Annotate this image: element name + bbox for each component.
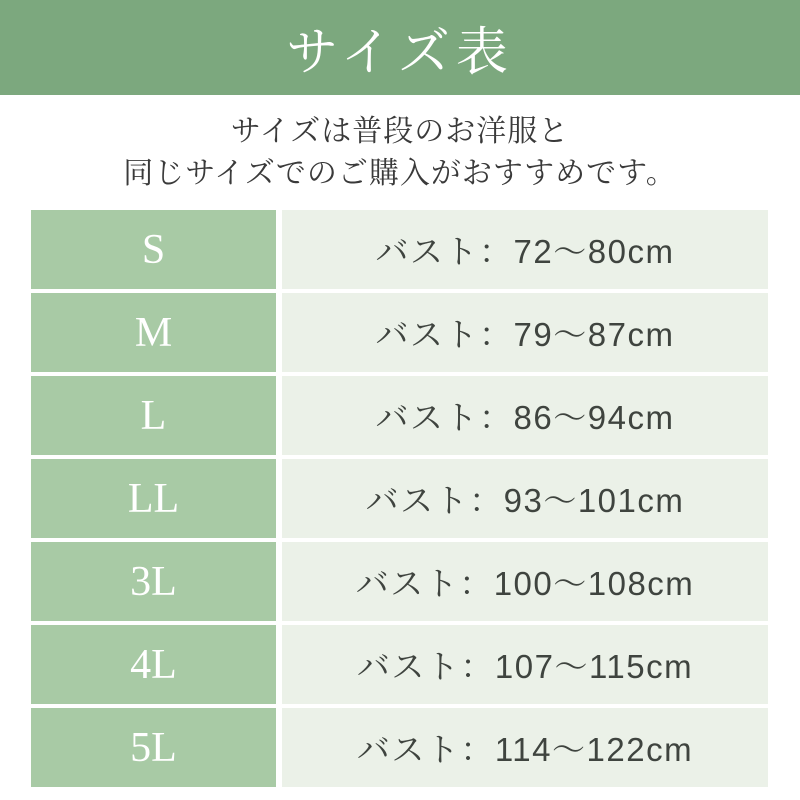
size-label-cell: L bbox=[31, 376, 276, 455]
size-label-cell: S bbox=[31, 210, 276, 289]
table-row-m bbox=[31, 293, 768, 372]
size-note-line2: 同じサイズでのご購入がおすすめです。 bbox=[123, 157, 677, 190]
table-row-5l bbox=[31, 708, 768, 787]
size-label-cell: 5L bbox=[31, 708, 276, 787]
bust-value-cell: バスト：107〜115cm bbox=[282, 625, 768, 704]
bust-value-cell: バスト：100〜108cm bbox=[282, 542, 768, 621]
bust-value-cell: バスト：86〜94cm bbox=[282, 376, 768, 455]
size-label-cell: LL bbox=[31, 459, 276, 538]
table-row-4l bbox=[31, 625, 768, 704]
table-row-l bbox=[31, 376, 768, 455]
size-note bbox=[0, 111, 800, 195]
bust-value-cell: バスト：72〜80cm bbox=[282, 210, 768, 289]
title-banner bbox=[0, 0, 800, 95]
table-row-s bbox=[31, 210, 768, 289]
bust-value-cell: バスト：114〜122cm bbox=[282, 708, 768, 787]
size-table bbox=[31, 210, 768, 787]
size-label-cell: M bbox=[31, 293, 276, 372]
bust-value-cell: バスト：93〜101cm bbox=[282, 459, 768, 538]
size-label-cell: 3L bbox=[31, 542, 276, 621]
table-row-ll bbox=[31, 459, 768, 538]
page-title: サイズ表 bbox=[286, 25, 514, 82]
size-label-cell: 4L bbox=[31, 625, 276, 704]
size-note-line1: サイズは普段のお洋服と bbox=[230, 115, 570, 148]
table-row-3l bbox=[31, 542, 768, 621]
bust-value-cell: バスト：79〜87cm bbox=[282, 293, 768, 372]
